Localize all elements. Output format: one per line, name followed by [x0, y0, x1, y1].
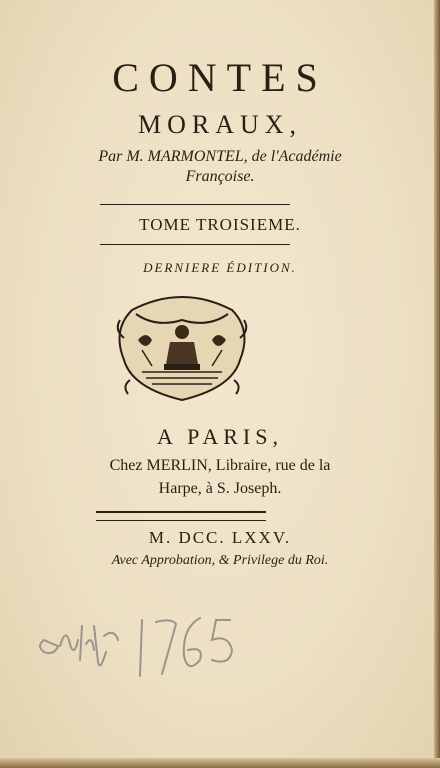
- imprint-address: Harpe, à S. Joseph.: [158, 480, 282, 497]
- title-contes: CONTES: [112, 55, 328, 100]
- title-moraux: MORAUX,: [137, 110, 303, 139]
- printer-ornament-vignette: [112, 290, 252, 402]
- page-edge-bottom: [0, 758, 440, 768]
- author-line-2: Françoise.: [185, 168, 255, 185]
- page-edge-right: [434, 0, 440, 768]
- edition-label: DERNIERE ÉDITION.: [143, 260, 297, 275]
- imprint-date: M. DCC. LXXV.: [148, 528, 292, 547]
- author-line: Par M. MARMONTEL, de l'Académie: [98, 148, 342, 165]
- imprint-double-rule: [96, 511, 266, 521]
- bottom-rule: [100, 244, 290, 245]
- privilege-line: Avec Approbation, & Privilege du Roi.: [111, 553, 329, 568]
- imprint-city: A PARIS,: [156, 424, 283, 449]
- handwritten-pencil-note: [30, 596, 270, 686]
- volume-label: TOME TROISIEME.: [139, 215, 301, 234]
- imprint-publisher: Chez MERLIN, Libraire, rue de la: [109, 457, 331, 474]
- top-rule: [100, 204, 290, 205]
